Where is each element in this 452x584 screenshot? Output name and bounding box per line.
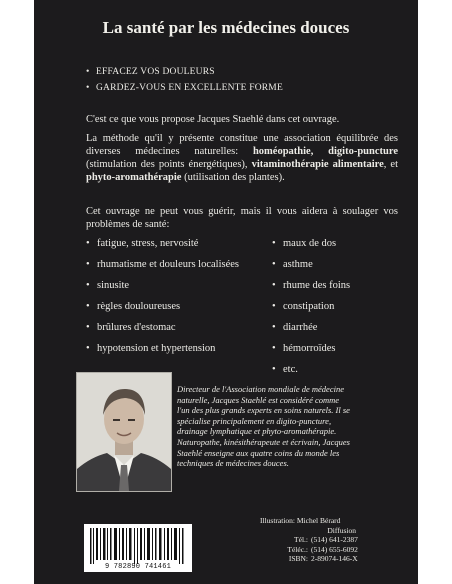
top-bullet-list: [86, 64, 283, 96]
book-back-cover: [34, 0, 418, 584]
bullet-icon: •: [86, 280, 90, 291]
list-item: • diarrhée: [272, 317, 350, 338]
list-item: • constipation: [272, 296, 350, 317]
cover-title: La santé par les médecines douces: [102, 18, 350, 37]
barcode: [84, 524, 192, 572]
bullet-icon: •: [86, 83, 90, 93]
isbn-row: ISBN: 2-89074-146-X: [288, 554, 358, 563]
list-item: • hémorroïdes: [272, 338, 350, 359]
illustration-credit: Illustration: Michel Bérard: [260, 516, 341, 525]
author-photo: [76, 372, 172, 492]
barcode-digits: 9 782890 741461: [104, 563, 171, 571]
bullet-icon: •: [86, 343, 90, 354]
list-item: • rhumatisme et douleurs localisées: [86, 254, 239, 275]
list-item: • règles douloureuses: [86, 296, 239, 317]
bullet-icon: •: [272, 322, 276, 333]
list-item: • asthme: [272, 254, 350, 275]
barcode-icon: [84, 524, 192, 564]
author-bio: Directeur de l'Association mondiale de médecine naturelle, Jacques Staehlé est considéré comme l'un des plus grands experts en soins naturels. Il se spécialise principalement en digito-puncture, drainage lymphatique et phyto-aromathérapie. Naturopathe, kinésithérapeute et écrivain, Jacques Staehlé enseigne aux quatre coins du monde les techniques de médecines douces.: [177, 384, 350, 469]
bullet-icon: •: [272, 238, 276, 249]
bullet-icon: •: [272, 343, 276, 354]
intro-paragraph: C'est ce que vous propose Jacques Staehlé dans cet ouvrage.: [86, 114, 340, 125]
bullet-icon: •: [272, 280, 276, 291]
list-item: • hypotension et hypertension: [86, 338, 239, 359]
ailment-list-left: [86, 233, 239, 359]
fax-row: Téléc.: (514) 655-6092: [287, 544, 358, 554]
list-item: • maux de dos: [272, 233, 350, 254]
top-bullet-item: • EFFACEZ VOS DOULEURS: [86, 64, 283, 80]
phone-row: Tél.: (514) 641-2387: [294, 535, 358, 544]
bullet-icon: •: [86, 322, 90, 333]
diffusion-label: Diffusion: [327, 525, 356, 535]
bullet-icon: •: [86, 301, 90, 312]
bullet-icon: •: [86, 259, 90, 270]
top-bullet-item: • GARDEZ-VOUS EN EXCELLENTE FORME: [86, 80, 283, 96]
bullet-icon: •: [86, 67, 90, 77]
list-item: • rhume des foins: [272, 275, 350, 296]
author-portrait-icon: [77, 373, 171, 491]
list-item: • fatigue, stress, nervosité: [86, 233, 239, 254]
bullet-icon: •: [86, 238, 90, 249]
method-paragraph: La méthode qu'il y présente constitue une association équilibrée des diverses médecines naturelles: homéopathie, digito-puncture (stimulation des points énergétiques), vitaminothérapie alimentaire, et phyto-aromathérapie (utilisation des plantes).: [86, 133, 399, 183]
ailment-list-right: [272, 233, 350, 380]
bullet-icon: •: [272, 259, 276, 270]
bullet-icon: •: [272, 364, 276, 375]
publisher-credits: [260, 516, 390, 564]
help-paragraph: Cet ouvrage ne peut vous guérir, mais il vous aidera à soulager vos problèmes de santé:: [86, 206, 398, 230]
list-item: • brûlures d'estomac: [86, 317, 239, 338]
bullet-icon: •: [272, 301, 276, 312]
list-item: • etc.: [272, 359, 350, 380]
list-item: • sinusite: [86, 275, 239, 296]
